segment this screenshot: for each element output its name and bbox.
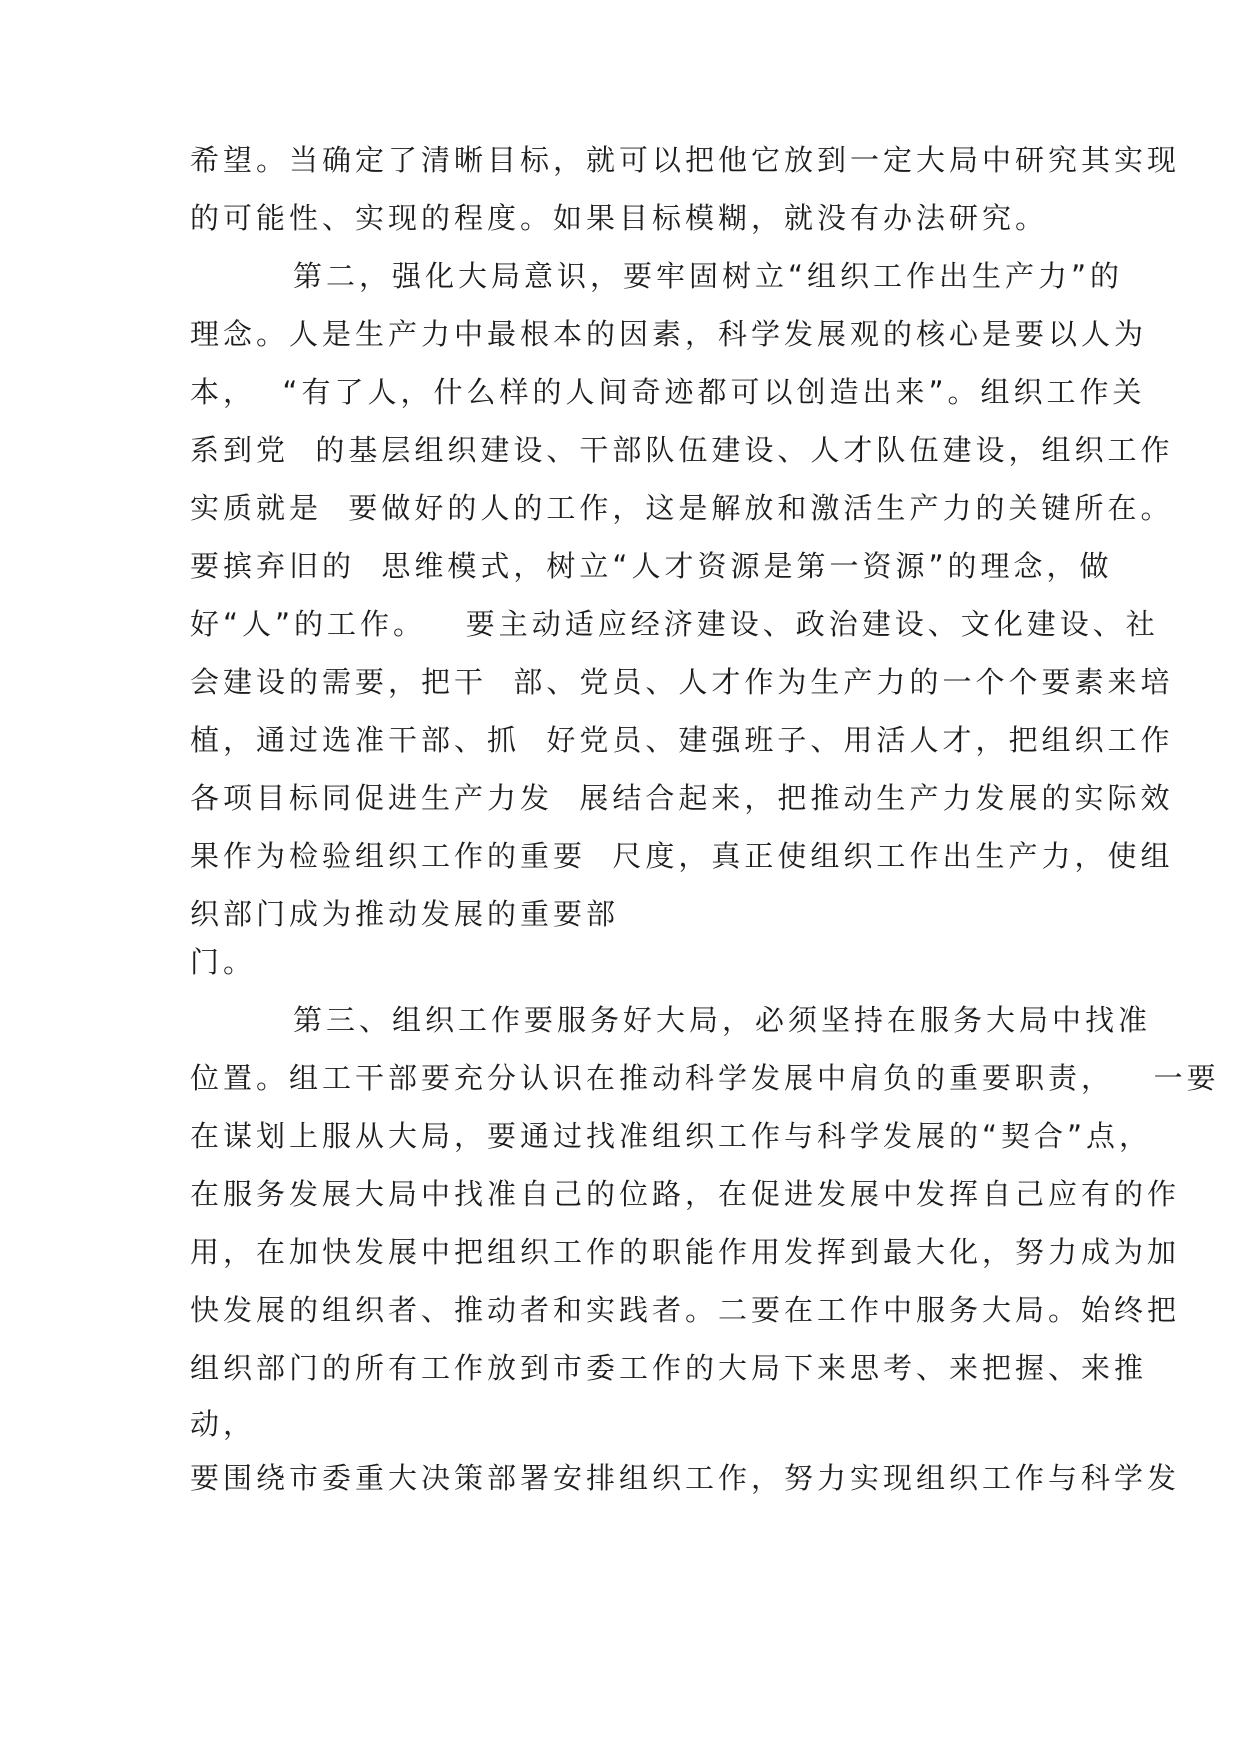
text-line: 系到党 的基层组织建设、干部队伍建设、人才队伍建设，组织工作 — [190, 433, 1174, 467]
text-line: 果作为检验组织工作的重要 尺度，真正使组织工作出生产力，使组 — [190, 839, 1174, 873]
text-line: 用，在加快发展中把组织工作的职能作用发挥到最大化，努力成为加 — [190, 1235, 1181, 1269]
paragraph-start-line: 第二，强化大局意识，要牢固树立“组织工作出生产力”的 — [293, 259, 1124, 293]
text-line: 好“人”的工作。 要主动适应经济建设、政治建设、文化建设、社 — [190, 607, 1159, 641]
text-line: 在服务发展大局中找准自己的位路，在促进发展中发挥自己应有的作 — [190, 1177, 1181, 1211]
text-line: 要围绕市委重大决策部署安排组织工作，努力实现组织工作与科学发 — [190, 1461, 1181, 1495]
text-line: 本， “有了人，什么样的人间奇迹都可以创造出来”。组织工作关 — [190, 375, 1146, 409]
text-line: 快发展的组织者、推动者和实践者。二要在工作中服务大局。始终把 — [190, 1293, 1181, 1327]
text-line: 希望。当确定了清晰目标，就可以把他它放到一定大局中研究其实现 — [190, 143, 1181, 177]
text-line: 门。 — [190, 945, 257, 979]
text-line: 织部门成为推动发展的重要部 — [190, 897, 620, 931]
text-line: 动， — [190, 1407, 257, 1441]
text-line: 各项目标同促进生产力发 展结合起来，把推动生产力发展的实际效 — [190, 781, 1174, 815]
text-line: 的可能性、实现的程度。如果目标模糊，就没有办法研究。 — [190, 201, 1049, 235]
paragraph-start-line: 第三、组织工作要服务好大局，必须坚持在服务大局中找准 — [293, 1003, 1152, 1037]
text-line: 植，通过选准干部、抓 好党员、建强班子、用活人才，把组织工作 — [190, 723, 1174, 757]
text-line: 会建设的需要，把干 部、党员、人才作为生产力的一个个要素来培 — [190, 665, 1174, 699]
text-line: 理念。人是生产力中最根本的因素，科学发展观的核心是要以人为 — [190, 317, 1148, 351]
text-line: 在谋划上服从大局，要通过找准组织工作与科学发展的“契合”点， — [190, 1119, 1153, 1153]
text-line: 要摈弃旧的 思维模式，树立“人才资源是第一资源”的理念，做 — [190, 549, 1113, 583]
text-line: 位置。组工干部要充分认识在推动科学发展中肩负的重要职责， 一要 — [190, 1061, 1220, 1095]
text-line: 组织部门的所有工作放到市委工作的大局下来思考、来把握、来推 — [190, 1351, 1148, 1385]
text-line: 实质就是 要做好的人的工作，这是解放和激活生产力的关键所在。 — [190, 491, 1174, 525]
